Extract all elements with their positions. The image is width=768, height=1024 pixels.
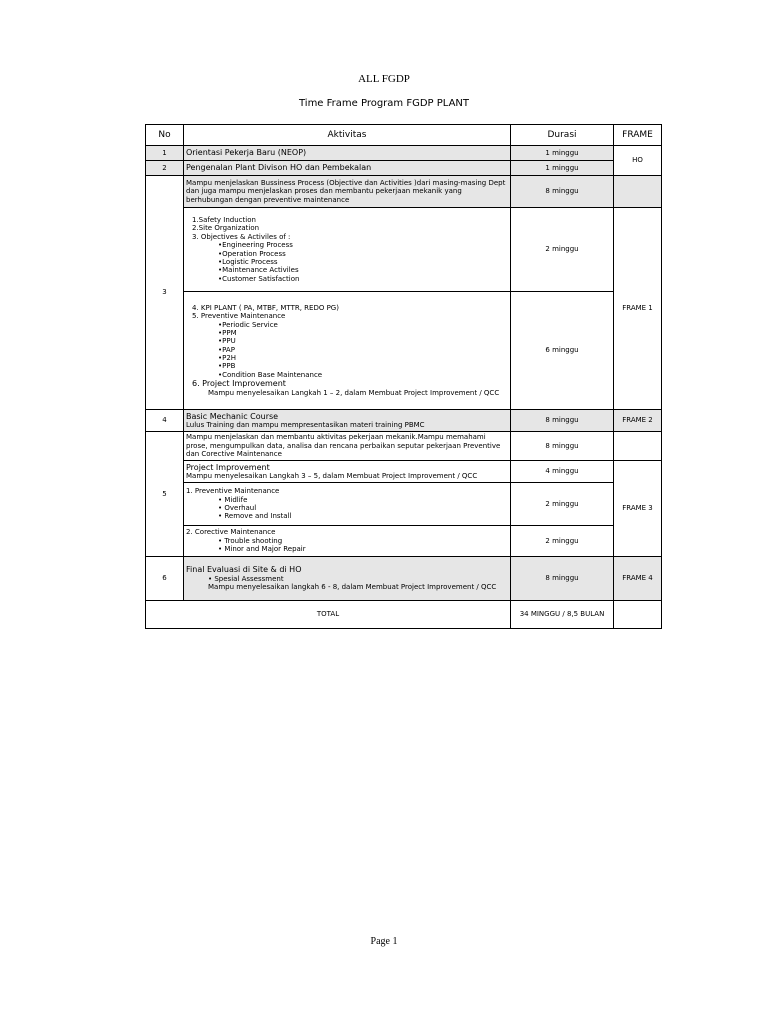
activity-title: Project Improvement — [186, 462, 270, 472]
activity-title: Final Evaluasi di Site & di HO — [186, 565, 302, 575]
activity-bullet: •Periodic Service — [218, 320, 278, 329]
row-activity: Mampu menjelaskan Bussiness Process (Objective dan Activities )dari masing-masing Dept dan juga mampu menjelaskan proses dan membantu pekerjaan mekanik yang berhubungan dengan preventive maintenance — [184, 176, 511, 208]
row-no: 5 — [146, 432, 184, 557]
total-value: 34 MINGGU / 8,5 BULAN — [511, 601, 614, 629]
activity-line: 4. KPI PLANT ( PA, MTBF, MTTR, REDO PG) — [192, 303, 339, 312]
header-no: No — [146, 125, 184, 146]
row-activity: Pengenalan Plant Divison HO dan Pembekalan — [184, 161, 511, 176]
table-row — [146, 557, 662, 601]
time-frame-table — [145, 124, 662, 629]
table-header-row — [146, 125, 662, 146]
activity-bullet: •Maintenance Activiles — [218, 266, 299, 275]
table-row — [146, 432, 662, 461]
table-row — [146, 208, 662, 292]
activity-line: 2.Site Organization — [192, 224, 260, 233]
row-duration: 2 minggu — [511, 526, 614, 557]
activity-bullet: •PPU — [218, 337, 236, 346]
table-row — [146, 410, 662, 432]
row-duration: 2 minggu — [511, 208, 614, 292]
activity-bullet: •Operation Process — [218, 249, 286, 258]
row-duration: 8 minggu — [511, 176, 614, 208]
row-activity — [184, 526, 511, 557]
table-row — [146, 526, 662, 557]
activity-title: 2. Corective Maintenance — [186, 528, 276, 537]
table-row — [146, 146, 662, 161]
table-row — [146, 292, 662, 410]
row-duration: 8 minggu — [511, 410, 614, 432]
header-aktivitas: Aktivitas — [184, 125, 511, 146]
table-row — [146, 161, 662, 176]
row-no: 1 — [146, 146, 184, 161]
row-duration: 2 minggu — [511, 483, 614, 526]
activity-bullet: • Remove and Install — [218, 512, 292, 521]
row-duration: 1 minggu — [511, 161, 614, 176]
activity-line: 1.Safety Induction — [192, 215, 256, 224]
row-activity — [184, 483, 511, 526]
activity-bullet: • Overhaul — [218, 504, 257, 512]
activity-bullet: • Trouble shooting — [218, 536, 283, 545]
row-frame: HO — [614, 146, 662, 176]
row-duration: 4 minggu — [511, 461, 614, 483]
activity-bullet: •PAP — [218, 345, 235, 354]
row-activity — [184, 208, 511, 292]
row-duration: 1 minggu — [511, 146, 614, 161]
activity-desc: Lulus Training dan mampu mempresentasikan materi training PBMC — [186, 421, 425, 430]
row-activity: Orientasi Pekerja Baru (NEOP) — [184, 146, 511, 161]
activity-desc: Mampu menyelesaikan langkah 6 - 8, dalam Membuat Project Improvement / QCC — [208, 583, 497, 592]
activity-bullet: •Customer Satisfaction — [218, 274, 300, 283]
row-frame: FRAME 1 — [614, 208, 662, 410]
document-title: ALL FGDP — [358, 73, 410, 85]
total-frame-empty — [614, 601, 662, 629]
activity-title: Basic Mechanic Course — [186, 411, 279, 421]
row-duration: 6 minggu — [511, 292, 614, 410]
row-no: 3 — [146, 176, 184, 410]
total-label: TOTAL — [146, 601, 511, 629]
activity-line: 5. Preventive Maintenance — [192, 312, 286, 321]
row-no: 4 — [146, 410, 184, 432]
row-frame: FRAME 3 — [614, 461, 662, 557]
row-frame: FRAME 4 — [614, 557, 662, 601]
row-duration: 8 minggu — [511, 432, 614, 461]
activity-bullet: •P2H — [218, 354, 237, 363]
table-row — [146, 483, 662, 526]
row-activity — [184, 461, 511, 483]
activity-project-desc: Mampu menyelesaikan Langkah 1 – 2, dalam Membuat Project Improvement / QCC — [208, 388, 500, 397]
document-subtitle: Time Frame Program FGDP PLANT — [298, 98, 470, 109]
activity-bullet: •Condition Base Maintenance — [218, 370, 323, 379]
row-activity — [184, 410, 511, 432]
activity-desc: Mampu menyelesaikan Langkah 3 – 5, dalam Membuat Project Improvement / QCC — [186, 472, 478, 481]
table-row — [146, 176, 662, 208]
activity-bullet: •Engineering Process — [218, 241, 293, 250]
activity-bullet: • Minor and Major Repair — [218, 545, 306, 554]
activity-project-title: 6. Project Improvement — [192, 379, 286, 389]
page-number: Page 1 — [370, 936, 398, 947]
row-duration: 8 minggu — [511, 557, 614, 601]
activity-line: 3. Objectives & Activiles of : — [192, 232, 291, 241]
row-no: 2 — [146, 161, 184, 176]
header-frame: FRAME — [614, 125, 662, 146]
row-frame-empty — [614, 432, 662, 461]
activity-bullet: • Midlife — [218, 495, 248, 504]
total-row — [146, 601, 662, 629]
row-frame: FRAME 2 — [614, 410, 662, 432]
activity-title: 1. Preventive Maintenance — [186, 487, 280, 496]
activity-bullet: •PPM — [218, 328, 237, 337]
row-activity — [184, 292, 511, 410]
row-frame-empty — [614, 176, 662, 208]
row-activity: Mampu menjelaskan dan membantu aktivitas pekerjaan mekanik.Mampu memahami prose, mengumpulkan data, analisa dan rencana perbaikan seputar pekerjaan Preventive dan Corective Maintenance — [184, 432, 511, 461]
row-activity — [184, 557, 511, 601]
header-durasi: Durasi — [511, 125, 614, 146]
table-row — [146, 461, 662, 483]
activity-bullet: •PPB — [218, 362, 236, 371]
row-no: 6 — [146, 557, 184, 601]
activity-bullet: •Logistic Process — [218, 257, 278, 266]
activity-bullet: • Spesial Assessment — [208, 574, 284, 583]
